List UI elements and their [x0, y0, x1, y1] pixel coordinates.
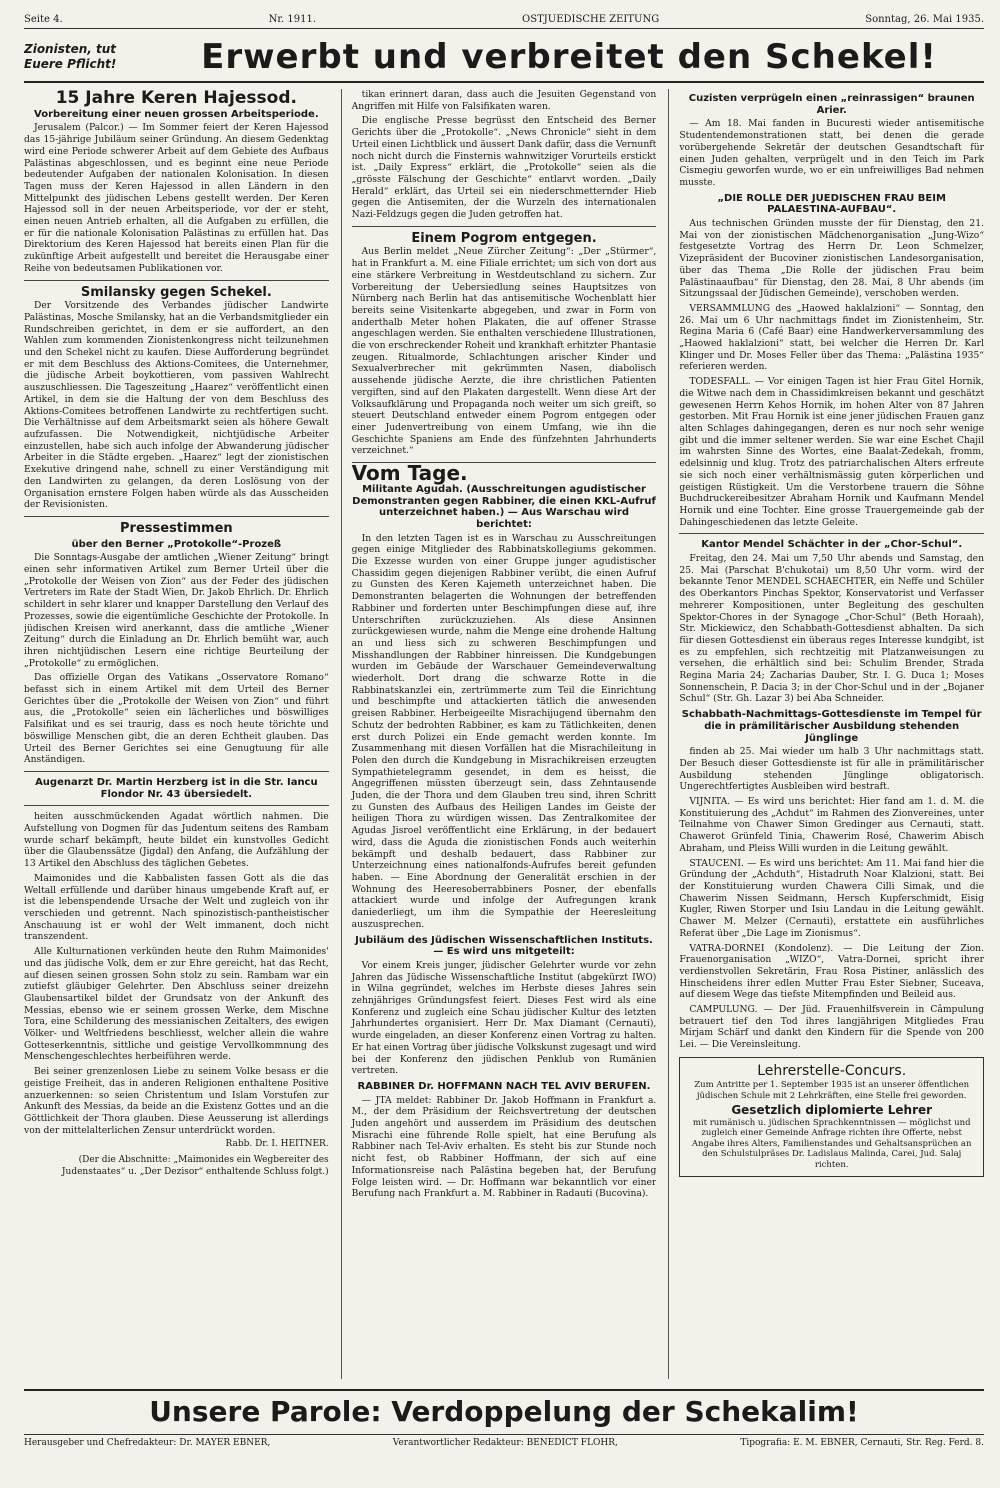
- headline-gottesdienste: Schabbath-Nachmittags-Gottesdienste im Tempel für die in prämilitärischer Ausbildung stehenden Jünglinge: [681, 709, 982, 744]
- column-1: [24, 89, 329, 1379]
- issue-date: Sonntag, 26. Mai 1935.: [865, 14, 984, 25]
- columns: [24, 89, 984, 1379]
- printer: Tipografia: E. M. EBNER, Cernauti, Str. Reg. Ferd. 8.: [740, 1438, 984, 1448]
- article-paragraph: Freitag, den 24. Mai um 7,50 Uhr abends und Samstag, den 25. Mai (Parschat B'chukotai) um 8,50 Uhr vorm. wird der bekannte Tenor MENDEL SCHAECHTER, ein Neffe und Schüler des Oberkantors Pinchas Spektor, Konservatorist und Verfasser mehrerer Kompositionen, unter Begleitung des geschulten Spektor-Chores in der Synagoge „Chor-Schul“ (Beth Horaah), Str. Mickiewicz, den Schabbath-Gottesdienst abhalten. Da sich für diesen Gottesdienst ein überaus reges Interesse kundgibt, ist es zu empfehlen, sich rechtzeitig mit Platzanweisungen zu versehen, die erhältlich sind bei: Schulim Brender, Strada Regina Maria 24; Zacharias Dauber, Str. I. G. Duca 1; Moses Sonnenschein, P. Dacia 3; in der Chor-Schul und in der „Bojaner Schul“ (Str. Gh. Lazar 3) bei Aba Schneider.: [679, 553, 984, 705]
- banner-headline: Erwerbt und verbreitet den Schekel!: [201, 37, 937, 77]
- article-paragraph: VATRA-DORNEI (Kondolenz). — Die Leitung der Zion. Frauenorganisation „WIZO“, Vatra-Dornei, spricht ihrer verdienstvollen Sekretärin, Frau Rosa Pistiner, anlässlich des Hinscheidens ihrer edlen Mutter Frau Ester Siebner, Suceava, auf diesem Wege das tiefste Mitempfinden und Beileid aus.: [679, 942, 984, 1001]
- headline-hoffmann: RABBINER Dr. HOFFMANN NACH TEL AVIV BERUFEN.: [357, 1080, 651, 1092]
- article-paragraph: Das offizielle Organ des Vatikans „Osservatore Romano“ befasst sich in einem Artikel mit dem Urteil des Berner Gerichtes über die „Protokolle der Weisen von Zion“ und führt aus, die „Protokolle“ seien ein lächerliches und böswilliges Falsifikat und es sei traurig, dass es noch heute törichte und böswillige Menschen gibt, die an deren Echtheit glauben. Das Urteil des Berner Gerichtes sei eine Genugtuung für alle Anständigen.: [24, 672, 329, 766]
- editor: Verantwortlicher Redakteur: BENEDICT FLOHR,: [392, 1438, 618, 1448]
- ad-text: Zum Antritte per 1. September 1935 ist an unserer öffentlichen jüdischen Schule mit 2 Lehrkräften, eine Stelle frei geworden.: [694, 1080, 970, 1101]
- column-2: [341, 89, 657, 1379]
- headline-juedische-frau: „DIE ROLLE DER JUEDISCHEN FRAU BEIM PALAESTINA-AUFBAU“.: [717, 192, 946, 216]
- article-paragraph: VERSAMMLUNG des „Haowed haklalzioni“ — Sonntag, den 26. Mai um 6 Uhr nachmittags findet im Zionistenheim, Str. Regina Maria 6 (Café Baar) eine Handwerkerversammlung des „Haowed haklalzioni“ statt, bei welcher die Herren Dr. Karl Klinger und Dr. Moses Feller über das Thema: „Palästina 1935“ referieren werden.: [679, 302, 984, 373]
- running-header: [24, 14, 984, 29]
- divider: [24, 516, 329, 517]
- article-paragraph: TODESFALL. — Vor einigen Tagen ist hier Frau Gitel Hornik, die Witwe nach dem in Chassidimkreisen bekannt und geschätzt gewesenen Herrn Kehos Hornik, im hohen Alter von 87 Jahren gestorben. Mit Frau Hornik ist eine jener jüdischen Frauen ganz alten Schlages dahingegangen, deren es nur noch sehr wenige gibt und die immer seltener werden. Sie war eine Eschet Chajil im wahrsten Sinne des Wortes, eine Baalat-Zedekah, fromm, edelsinnig und klug. Trotz des patriarchalischen Alters erfreute sie sich noch einer verhältnismässig guten körperlichen und geistigen Rüstigkeit. Um die Verstorbene trauern die Söhne Buchdruckereibesitzer Abraham Hornik und Kaufmann Mendel Hornik und eine Tochter. Eine grosse Trauergemeinde gab der Dahingeschiedenen das letzte Geleite.: [679, 376, 984, 528]
- headline-keren-hajessod: 15 Jahre Keren Hajessod.: [55, 89, 297, 108]
- headline-pressestimmen: Pressestimmen: [120, 520, 233, 536]
- parole-banner: Unsere Parole: Verdoppelung der Schekalim!: [24, 1389, 984, 1428]
- divider: [352, 226, 657, 227]
- imprint: [24, 1434, 984, 1448]
- article-paragraph: Aus technischen Gründen musste der für Dienstag, den 21. Mai von der zionistischen Mädchenorganisation „Jung-Wizo“ festgesetzte Vortrag des Herrn Dr. Leon Schmelzer, Vizepräsident der Bucoviner zionistischen Landesorganisation, über das Thema „Die Rolle der jüdischen Frau beim Palästinaaufbau“ für Dienstag, den 28. Mai, 8 Uhr abends (im Sitzungssaal der Jüdischen Gemeinde), verschoben werden.: [679, 218, 984, 300]
- article-paragraph: — JTA meldet: Rabbiner Dr. Jakob Hoffmann in Frankfurt a. M., der dem Präsidium der Reichsvertretung der deutschen Juden angehört und ausserdem im Präsidium des deutschen Misrachi eine führende Rolle spielt, hat eine Berufung als Rabbiner nach Tel-Aviv erhalten. Es steht bis zur Stunde noch nicht fest, ob Rabbiner Hoffmann, der sich auf eine Informationsreise nach Palästina begeben hat, der Berufung Folge leisten wird. — Dr. Hoffmann war bekanntlich vor einer Berufung nach Frankfurt a. M. Rabbiner in Radauti (Bucovina).: [351, 1094, 657, 1200]
- teacher-vacancy-ad: [679, 1057, 984, 1178]
- article-paragraph: STAUCENI. — Es wird uns berichtet: Am 11. Mai fand hier die Gründung der „Achduth“, Histadruth Noar Klalzioni, statt. Bei der Konstituierung wurden Chawera Cilli Simak, und die Chawerim Nissen Seidmann, Hersch Kupferschmidt, Eisig Kugler, Riwen Storper und Isiu Landau in die Leitung gewählt. Chawer M. Melzer (Cernauti), erstattete ein ausführliches Referat über „Die Lage im Zionismus“.: [679, 857, 984, 939]
- author-signature: Rabb. Dr. I. HEITNER.: [225, 1139, 329, 1150]
- section-vom-tage: Vom Tage.: [351, 461, 468, 486]
- article-paragraph: VIJNITA. — Es wird uns berichtet: Hier fand am 1. d. M. die Konstituierung des „Achdut“ im Rahmen des Zionvereines, unter Teilnahme von Chawer Simon Gredinger aus Cernauti, statt. Chawerot Grünfeld Tinia, Chawerim Rosé, Chawerim Abisch Abraham, und Pleiss Willi wurden in die Leitung gewählt.: [679, 796, 984, 854]
- divider: [24, 771, 329, 772]
- divider: [24, 805, 329, 806]
- article-paragraph: Vor einem Kreis junger, jüdischer Gelehrter wurde vor zehn Jahren das Jüdische Wissenschaftliche Institut (abgekürzt IWO) in Wilna gegründet, welches im Herbste dieses Jahres sein zehnjähriges Gründungsfest feiert. Dieses Fest wird als eine Konferenz und zugleich eine Schau jüdischer Kultur des letzten Jahrhundertes organisiert. Herr Dr. Max Diamant (Cernauti), wurde eingeladen, an dieser Konferenz einen Vortrag zu halten. Er hat einen Vortrag über jüdische Volkskunst zugesagt und wird bei der Konferenz den jüdischen Penklub von Rumänien vertreten.: [351, 959, 657, 1077]
- article-paragraph: Der Vorsitzende des Verbandes jüdischer Landwirte Palästinas, Mosche Smilansky, hat an die Verbandsmitglieder ein Rundschreiben gerichtet, in dem er sie auffordert, an den Wahlen zum kommenden Zionistenkongress nicht teilzunehmen und den Schekel nicht zu kaufen. Diese Aufforderung begründet er mit dem Beschluss des Aktions-Comitees, die Unternehmer, die jüdische Arbeit boykottieren, vom passiven Wahlrecht auszuschliessen. Die Tageszeitung „Haarez“ veröffentlicht einen Artikel, in dem sie die Haltung der von dem Beschluss des Aktions-Comitees betroffenen Landwirte zu rechtfertigen sucht. Die Verhältnisse auf dem Arbeitsmarkt seien als höhere Gewalt aufzufassen. Die Notwendigkeit, nichtjüdische Arbeiter einzustellen, habe sich auch infolge der Abwanderung jüdischer Arbeiter in die Städte ergeben. „Haarez“ legt der zionistischen Exekutive dringend nahe, schnell zu einer Verständigung mit den Landwirten zu gelangen, da deren Loslösung von der Organisation ernstere Folgen haben würde als das Ausscheiden der Revisionisten.: [24, 300, 329, 511]
- article-paragraph: Jerusalem (Palcor.) — Im Sommer feiert der Keren Hajessod das 15-jährige Jubiläum seiner Gründung. An diesem Gedenktag wird eine Periode schwerer Arbeit auf dem Gebiete des Aufbaus Palästinas abgeschlossen, und es beginnt eine neue Periode bedeutender Aufgaben der nationalen Kolonisation. In diesen Tagen muss der Keren Hajessod in allen Ländern in den Mittelpunkt des jüdischen Lebens gestellt werden. Der Keren Hajessod soll in der neuen Arbeitsperiode, vor der er steht, einen neuen Antrieb erhalten, all die Aufgaben zu erfüllen, die er für die nationale Kolonisation Palästinas zu erfüllen hat. Das Direktorium des Keren Hajessod hat bereits einen Plan für die zukünftige Arbeit aufgestellt und bereitet die Herausgabe einer Reihe von bedeutsamen Publikationen vor.: [24, 122, 329, 274]
- divider: [679, 533, 984, 534]
- issue-number: Nr. 1911.: [268, 14, 317, 25]
- article-paragraph: In den letzten Tagen ist es in Warschau zu Ausschreitungen gegen einige Mitglieder des Rabbinatskollegiums gekommen. Die Exzesse wurden von einer Gruppe junger agudistischer Chassidim gegen diejenigen Rabbiner verübt, die einen Aufruf zu Gunsten des Keren Kajemeth unterzeichnet haben. Die Demonstranten belagerten die Wohnungen der betreffenden Rabbiner und forderten unter Beschimpfungen diese auf, ihre Unterschriften zurückzuziehen. Als diese Ansinnen zurückgewiesen wurde, nahm die Menge eine drohende Haltung an und liess sich zu schweren Beschimpfungen und Misshandlungen der Rabbiner hinreissen. Die Kundgebungen wurden im Gebäude der Warschauer Gemeindeverwaltung wiederholt. Dort drang die schwarze Rotte in die Rabbinatskanzlei ein, zertrümmerte zum Teil die Einrichtung und beschimpfte und attackierten tätlich die anwesenden greisen Rabbiner. Herbeigeeilte Misrachijugend übernahm den Schutz der bedrohten Rabbiner, es kam zu Tätlichkeiten, denen erst durch Polizei ein Ende gemacht werden konnte. Im Zusammenhang mit diesen Vorfällen hat die Misrachileitung in Polen den durch die Kundgebung in Misrachikreisen erzeugten Sympathietelegramm gesendet, in dem es heisst, die Angegriffenen müssten überzeugt sein, dass Zehntausende Juden, die der Thora und dem Glauben treu sind, ihren Schritt zu Gunsten des Aufbaus des Heiligen Landes im Geiste der heiligen Thora zu würdigen wissen. Das Zentralkomitee der Agudas Jisroel veröffentlicht eine Erklärung, in der bedauert wird, dass die Aguda die zionistischen Fonds auch weiterhin bekämpft und deshalb bedauert, dass Rabbiner zur Unterzeichnung eines nationalfonds-Aufrufes bereit gefunden haben. — Eine Abordnung der Generalität erschien in der Wohnung des Heeresoberrabbiners Posner, der ebenfalls attackiert wurde und infolge der Aufregungen krank daniederliegt, um ihm die Sympathie der Heeresleitung auszusprechen.: [351, 532, 657, 930]
- subheadline-keren-hajessod: Vorbereitung einer neuen grossen Arbeitsperiode.: [34, 108, 319, 120]
- ad-title: Lehrerstelle-Concurs.: [757, 1062, 907, 1079]
- article-paragraph: CAMPULUNG. — Der Jüd. Frauenhilfsverein in Câmpulung betrauert tief den Tod ihres langjährigen Mitgliedes Frau Mirjam Schärf und dankt den Kindern für die Spende von 200 Lei. — Die Vereinsleitung.: [679, 1004, 984, 1051]
- article-paragraph: Die englische Presse begrüsst den Entscheid des Berner Gerichts über die „Protokolle“. „News Chronicle“ sieht in dem Urteil einen Lichtblick und äussert Dank dafür, dass die Vernunft noch nicht durch die Finsternis wahnwitziger Vorurteils erstickt ist. „Daily Express“ erklärt, die „Protokolle“ seien als die „grösste Fälschung der Geschichte“ entlarvt worden. „Daily Herald“ erklärt, das Urteil sei ein niederschmetternder Hieb gegen die Antisemiten, der die Wurzeln des internationalen Nazi-Feldzugs gegen die Juden getroffen hat.: [351, 115, 657, 221]
- ad-text: mit rumänisch u. jüdischen Sprachkenntnissen — möglichst und zugleich einer Gemeinde Anfrage richten ihre Offerte, nebst Angabe ihres Alters, Familienstandes und Gehaltsansprüchen an den Schulstulpräses Dr. Ladislaus Malinda, Carei, Jud. Salaj richten.: [691, 1117, 972, 1170]
- article-paragraph: Bei seiner grenzenlosen Liebe zu seinem Volke besass er die geistige Freiheit, das in anderen Religionen enthaltene Positive anzuerkennen: so seien Christentum und Islam Vorstufen zur Ankunft des Messias, da beide an die Existenz Gottes und an die Göttlichkeit der Thora glauben. Diese Aeusserung ist allerdings von der mittelalterlichen Zensur unterdrückt worden.: [24, 1066, 329, 1136]
- banner: [24, 33, 984, 83]
- subheadline-pressestimmen: über den Berner „Protokolle“-Prozeß: [71, 538, 282, 550]
- newspaper-page: [24, 14, 984, 1474]
- article-paragraph: heiten ausschmückenden Agadat wörtlich nahmen. Die Aufstellung von Dogmen für das Judentum seitens des Rambam wurde scharf bekämpft, heute bildet ein kunstvolles Gedicht über die Glaubenssätze (Jigdal) den Anfang, die Aufzählung der 13 Artikel den Abschluss des täglichen Gebetes.: [24, 811, 329, 870]
- page-number: Seite 4.: [24, 14, 63, 25]
- headline-iwo: Jubiläum des Jüdischen Wissenschaftlichen Instituts. — Es wird uns mitgeteilt:: [355, 934, 653, 958]
- headline-smilansky: Smilansky gegen Schekel.: [80, 284, 272, 300]
- headline-agudah: Militante Agudah. (Ausschreitungen agudistischer Demonstranten gegen Rabbiner, die einen KKL-Aufruf unterzeichnet haben.) — Aus Warschau wird berichtet:: [352, 483, 656, 530]
- ad-herzberg: Augenarzt Dr. Martin Herzberg ist in die Str. Iancu Flondor Nr. 43 übersiedelt.: [35, 776, 318, 800]
- headline-cuzisten: Cuzisten verprügeln einen „reinrassigen“ braunen Arier.: [688, 93, 975, 116]
- article-paragraph: — Am 18. Mai fanden in Bucuresti wieder antisemitische Studentendemonstrationen statt, bei denen die gerade vorübergehende Sekretär der deutschen Gesandtschaft für einen Juden gehalten, verprügelt und in den Teich im Park Cismegiu geworfen wurde, wo er ein unfreiwilliges Bad nehmen musste.: [679, 118, 984, 188]
- publisher: Herausgeber und Chefredakteur: Dr. MAYER EBNER,: [24, 1438, 271, 1448]
- article-paragraph: tikan erinnert daran, dass auch die Jesuiten Gegenstand von Angriffen mit Hilfe von Falsifikaten waren.: [351, 89, 657, 112]
- headline-kantor: Kantor Mendel Schächter in der „Chor-Schul“.: [701, 539, 963, 551]
- article-paragraph: finden ab 25. Mai wieder um halb 3 Uhr nachmittags statt. Der Besuch dieser Gottesdienste ist für alle in prämilitärischer Ausbildung stehenden Jünglinge obligatorisch. Ungerechtfertigtes Ausbleiben wird bestraft.: [679, 746, 984, 793]
- column-3: [668, 89, 984, 1379]
- headline-pogrom: Einem Pogrom entgegen.: [411, 230, 597, 246]
- article-paragraph: Alle Kulturnationen verkünden heute den Ruhm Maimonides' und das jüdische Volk, dem er zur Ehre gereicht, hat das Recht, auf diesen seinen grossen Sohn stolz zu sein. Rambam war ein zutiefst gläubiger Gelehrter. Den Abschluss seiner dreizehn Glaubensartikel bildet der Grundsatz von der Ankunft des Messias, ebenso wie er seinem grossen Werke, dem Mischne Tora, eine Schilderung des messianischen Zeitalters, des ewigen Völker- und Weltfriedens beschliesst, welcher allein die wahre Gotteserkenntnis, sittliche und geistige Vervollkommnung des Menschengeschlechtes herbeiführen werde.: [24, 946, 329, 1063]
- paper-name: OSTJUEDISCHE ZEITUNG: [522, 14, 660, 25]
- article-paragraph: Aus Berlin meldet „Neue Zürcher Zeitung“: „Der „Stürmer“, hat in Frankfurt a. M. eine Filiale errichtet; um sich von dort aus eine stärkere Verbreitung in Westdeutschland zu sichern. Zur Vorbereitung der Uebersiedlung seines Hauptsitzes von Nürnberg nach Berlin hat das antisemitische Wochenblatt hier bereits seine Visitenkarte abgegeben, und zwar in Form von anderthalb Meter hohen Plakaten, die auf offener Strasse angeschlagen werden. Sie enthalten verschiedene Illustrationen, die von erschreckender Roheit und krankhaft erhitzter Phantasie zeugen. Ritualmorde, Schlachtungen arischer Kinder und Sexualverbrecher mit gekrümmten Nasen, diabolisch aussehende jüdische Aerzte, die ihre christlichen Patienten vergiften, sind auf den Plakaten dargestellt. Wenn diese Art der Volksaufklärung und Propaganda noch weiter um sich greift, so steuert Deutschland entweder einem Pogrom entgegen oder einer Judenvertreibung von einem Umfang, wie ihn die Geschichte Spaniens am Ende des fünfzehnten Jahrhunderts verzeichnet.“: [351, 246, 657, 457]
- article-paragraph: Die Sonntags-Ausgabe der amtlichen „Wiener Zeitung“ bringt einen sehr informativen Artikel zum Berner Urteil über die „Protokolle der Weisen von Zion“ aus der Feder des jüdischen Vertreters im Rate der Stadt Wien, Dr. Jakob Ehrlich. Dr. Ehrlich schildert in sehr klarer und knapper Darstellung den Verlauf des Prozesses, sowie die eigentümliche Geschichte der Protokolle. In jüdischen Kreisen wird anerkannt, dass die amtliche „Wiener Zeitung“ durch die Einladung an Dr. Ehrlich bemüht war, auch ihren nichtjüdischen Lesern eine richtige Beurteilung der „Protokolle“ zu ermöglichen.: [24, 552, 329, 669]
- divider: [24, 280, 329, 281]
- banner-slogan: Zionisten, tut Euere Pflicht!: [24, 42, 117, 71]
- continuation-note: (Der die Abschnitte: „Maimonides ein Wegbereiter des Judenstaates“ u. „Der Dezisor“ enthaltende Schluss folgt.): [61, 1155, 329, 1177]
- ad-heading: Gesetzlich diplomierte Lehrer: [731, 1103, 933, 1118]
- article-paragraph: Maimonides und die Kabbalisten fassen Gott als die das Weltall erfüllende und darüber hinaus umgebende Kraft auf, er ist die lebenspendende Ursache der Welt und zugleich von ihr verschieden und getrennt. Nach spinozistisch-pantheistischer Anschauung ist er wohl der Welt immanent, doch nicht transzendent.: [24, 872, 329, 943]
